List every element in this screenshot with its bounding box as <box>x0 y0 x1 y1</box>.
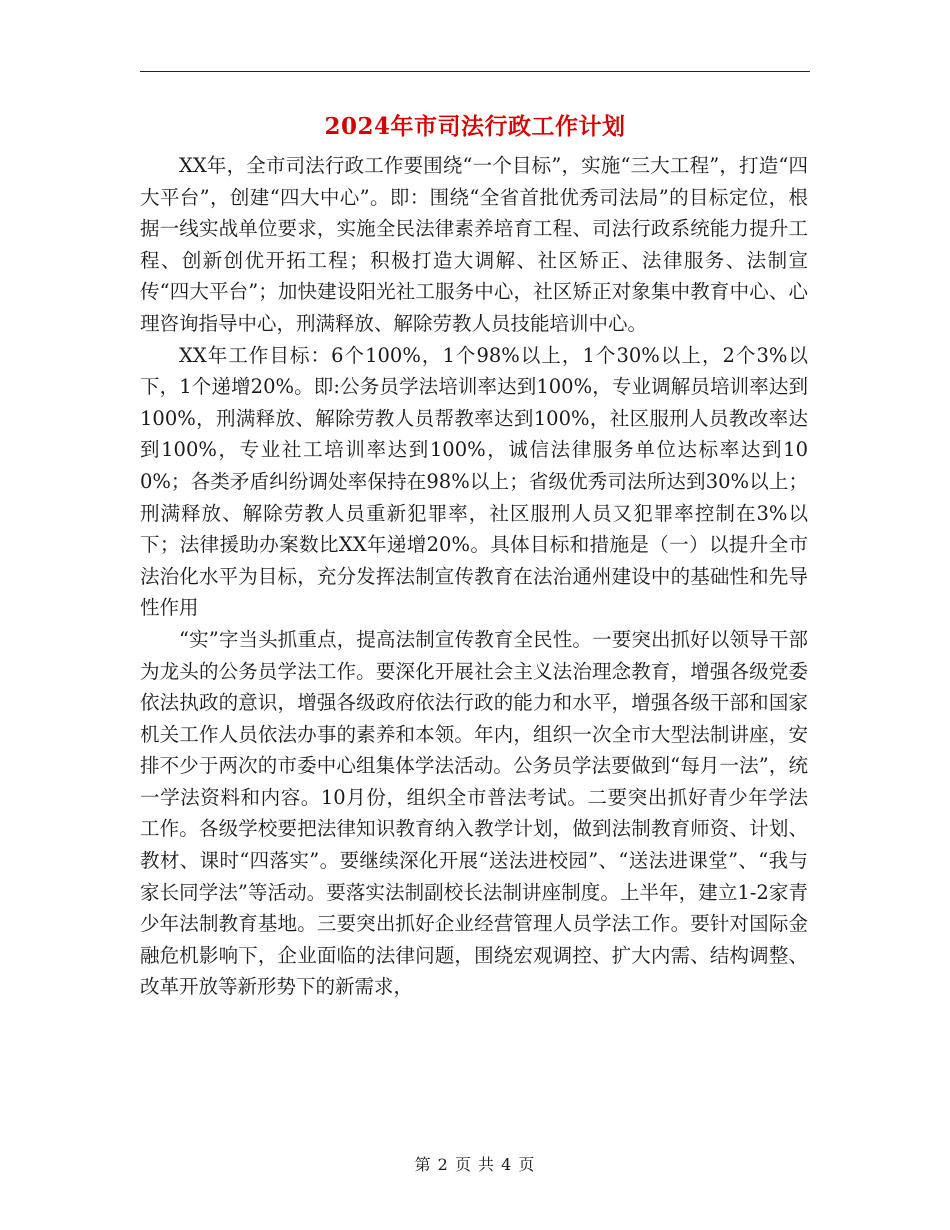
paragraph: XX年，全市司法行政工作要围绕“一个目标”，实施“三大工程”，打造“四大平台”，创建“四大中心”。即：围绕“全省首批优秀司法局”的目标定位，根据一线实战单位要求，实施全民法律素养培育工程、司法行政系统能力提升工程、创新创优开拓工程；积极打造大调解、社区矫正、法律服务、法制宣传“四大平台”；加快建设阳光社工服务中心，社区矫正对象集中教育中心、心理咨询指导中心，刑满释放、解除劳教人员技能培训中心。 <box>140 154 808 335</box>
document-body <box>140 150 808 1003</box>
paragraph: XX年工作目标：6个100%，1个98%以上，1个30%以上，2个3%以下，1个递增20%。即:公务员学法培训率达到100%，专业调解员培训率达到100%，刑满释放、解除劳教人员帮教率达到100%，社区服刑人员教改率达到100%，专业社工培训率达到100%，诚信法律服务单位达标率达到100%；各类矛盾纠纷调处率保持在98%以上；省级优秀司法所达到30%以上；刑满释放、解除劳教人员重新犯罪率，社区服刑人员又犯罪率控制在3%以下；法律援助办案数比XX年递增20%。具体目标和措施是（一）以提升全市法治化水平为目标，充分发挥法制宣传教育在法治通州建设中的基础性和先导性作用 <box>140 343 808 620</box>
header-rule <box>140 71 810 72</box>
paragraph: “实”字当头抓重点，提高法制宣传教育全民性。一要突出抓好以领导干部为龙头的公务员学法工作。要深化开展社会主义法治理念教育，增强各级党委依法执政的意识，增强各级政府依法行政的能力和水平，增强各级干部和国家机关工作人员依法办事的素养和本领。年内，组织一次全市大型法制讲座，安排不少于两次的市委中心组集体学法活动。公务员学法要做到“每月一法”，统一学法资料和内容。10月份，组织全市普法考试。二要突出抓好青少年学法工作。各级学校要把法律知识教育纳入教学计划，做到法制教育师资、计划、教材、课时“四落实”。要继续深化开展“送法进校园”、“送法进课堂”、“我与家长同学法”等活动。要落实法制副校长法制讲座制度。上半年，建立1-2家青少年法制教育基地。三要突出抓好企业经营管理人员学法工作。要针对国际金融危机影响下，企业面临的法律问题，围绕宏观调控、扩大内需、结构调整、改革开放等新形势下的新需求， <box>140 627 808 999</box>
page-number: 第 2 页 共 4 页 <box>414 1155 536 1174</box>
document-title: 2024年市司法行政工作计划 <box>324 113 626 140</box>
